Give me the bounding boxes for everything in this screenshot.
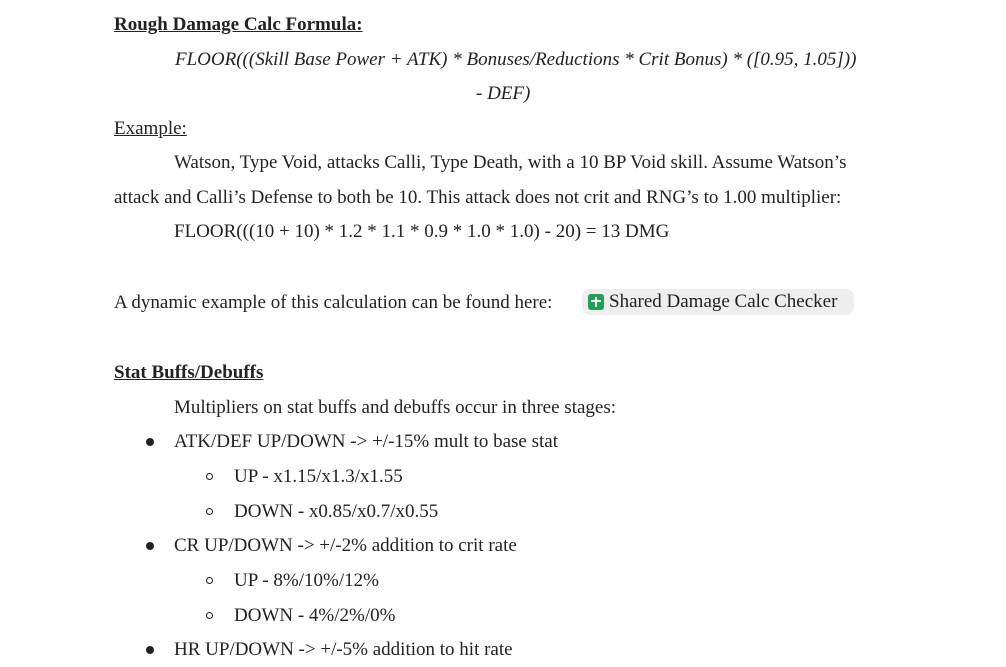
formula-line-1: FLOOR(((Skill Base Power + ATK) * Bonuses/Reductions * Crit Bonus) * ([0.95, 1.05]))	[175, 49, 857, 70]
list-item: ATK/DEF UP/DOWN -> +/-15% mult to base stat	[174, 431, 558, 452]
formula-heading: Rough Damage Calc Formula:	[114, 14, 363, 35]
stat-buffs-heading: Stat Buffs/Debuffs	[114, 362, 264, 383]
hollow-bullet-icon	[206, 473, 213, 480]
sub-list-item: UP - 8%/10%/12%	[234, 570, 379, 591]
sub-list-item: DOWN - x0.85/x0.7/x0.55	[234, 501, 439, 522]
shared-damage-calc-checker-link[interactable]	[582, 289, 854, 315]
formula-line-2: - DEF)	[476, 83, 531, 104]
link-label: Shared Damage Calc Checker	[609, 291, 838, 312]
google-sheets-icon	[588, 294, 604, 310]
list-item: CR UP/DOWN -> +/-2% addition to crit rate	[174, 535, 517, 556]
bullet-icon	[146, 438, 154, 446]
hollow-bullet-icon	[206, 612, 213, 619]
list-item: HR UP/DOWN -> +/-5% addition to hit rate	[174, 639, 513, 660]
example-heading: Example:	[114, 118, 187, 139]
example-calculation: FLOOR(((10 + 10) * 1.2 * 1.1 * 0.9 * 1.0 * 1.0) - 20) = 13 DMG	[174, 221, 670, 242]
stat-buffs-intro: Multipliers on stat buffs and debuffs occur in three stages:	[174, 397, 617, 418]
bullet-icon	[146, 646, 154, 654]
example-text-line-1: Watson, Type Void, attacks Calli, Type Death, with a 10 BP Void skill. Assume Watson’s	[174, 152, 847, 173]
sub-list-item: UP - x1.15/x1.3/x1.55	[234, 466, 403, 487]
example-text-line-2: attack and Calli’s Defense to both be 10. This attack does not crit and RNG’s to 1.00 multiplier:	[114, 187, 842, 208]
hollow-bullet-icon	[206, 577, 213, 584]
dynamic-example-text: A dynamic example of this calculation can be found here:	[114, 292, 553, 313]
hollow-bullet-icon	[206, 508, 213, 515]
sub-list-item: DOWN - 4%/2%/0%	[234, 605, 396, 626]
bullet-icon	[146, 542, 154, 550]
